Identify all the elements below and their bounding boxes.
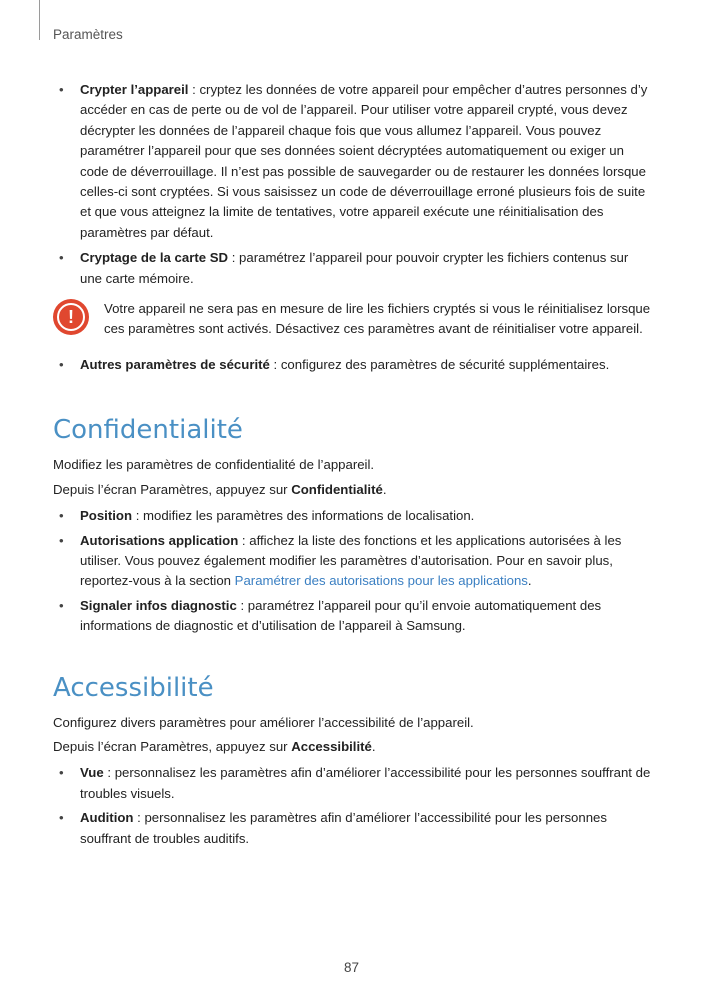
term: Autorisations application	[80, 532, 239, 548]
section-intro	[53, 455, 653, 500]
caution-text: Votre appareil ne sera pas en mesure de lire les fichiers cryptés si vous le réinitialisez lorsque ces paramètres sont activés. Désactivez ces paramètres avant de réinitialiser votre appareil.	[104, 301, 651, 337]
description: : personnalisez les paramètres afin d’améliorer l’accessibilité pour les personnes souffrant de troubles auditifs.	[80, 810, 607, 846]
navigation-path	[53, 480, 653, 500]
description: : affichez la liste des fonctions et les applications autorisées à les utiliser. Vous pouvez également modifier les paramètres d’autorisation. Pour en savoir plus, reportez-vous à la section	[80, 532, 622, 589]
section-title-confidentialite: Confidentialité	[53, 415, 243, 446]
exclamation-icon: !	[57, 303, 85, 331]
list-item-autorisations-application	[53, 531, 653, 592]
section-link[interactable]: Paramétrer des autorisations pour les applications	[234, 573, 528, 589]
list-item-crypter-appareil	[53, 80, 653, 243]
term: Cryptage de la carte SD	[80, 250, 229, 266]
section-intro	[53, 713, 653, 758]
list-item-position	[53, 506, 653, 526]
path-prefix: Depuis l’écran Paramètres, appuyez sur	[53, 481, 292, 497]
page-header-title: Paramètres	[53, 27, 123, 42]
description: : modifiez les paramètres des informations de localisation.	[132, 508, 475, 524]
list-item-audition	[53, 808, 653, 849]
description: : paramétrez l’appareil pour qu’il envoie automatiquement des informations de diagnostic et d’utilisation de l’appareil à Samsung.	[80, 597, 602, 634]
list-item-cryptage-carte-sd	[53, 248, 653, 289]
description: : configurez des paramètres de sécurité supplémentaires.	[269, 356, 610, 372]
term: Position	[80, 508, 133, 524]
accessibility-list	[53, 763, 653, 849]
path-target: Accessibilité	[291, 738, 372, 754]
term: Vue	[80, 765, 104, 781]
bullet-dot: •	[59, 532, 64, 548]
section-title-accessibilite: Accessibilité	[53, 672, 214, 703]
page-content	[53, 80, 653, 853]
term: Crypter l’appareil	[80, 82, 189, 97]
header-rule	[39, 0, 40, 40]
page-number: 87	[343, 960, 360, 975]
privacy-list	[53, 506, 653, 636]
term: Autres paramètres de sécurité	[80, 356, 270, 372]
bullet-dot: •	[59, 82, 64, 97]
description: : personnalisez les paramètres afin d’améliorer l’accessibilité pour les personnes souffrant de troubles visuels.	[80, 765, 651, 801]
path-suffix: .	[371, 738, 376, 754]
bullet-dot: •	[59, 356, 64, 372]
caution-icon	[53, 299, 89, 335]
bullet-dot: •	[59, 765, 64, 781]
path-suffix: .	[382, 481, 387, 497]
description: : cryptez les données de votre appareil pour empêcher d’autres personnes d’y accéder en cas de perte ou de vol de l’appareil. Pour utiliser votre appareil crypté, vous devez décrypter les données de l’appareil chaque fois que vous allumez l’appareil. Vous pouvez paramétrer l’appareil pour que ses données soient décryptées automatiquement ou exiger un code de déverrouillage. Il n’est pas possible de sauvegarder ou de restaurer les données lorsque celles-ci sont cryptées. Si vous saisissez un code de déverrouillage erroné plusieurs fois de suite et que vous atteignez la limite de tentatives, votre appareil exécute une réinitialisation des paramètres par défaut.	[80, 82, 648, 240]
bullet-dot: •	[59, 250, 64, 266]
list-item-vue	[53, 763, 653, 804]
intro-text: Configurez divers paramètres pour améliorer l’accessibilité de l’appareil.	[53, 714, 474, 730]
link-after: .	[527, 573, 532, 589]
list-item-signaler-infos-diagnostic	[53, 596, 653, 637]
bullet-dot: •	[59, 508, 64, 524]
term: Signaler infos diagnostic	[80, 597, 237, 613]
intro-text: Modifiez les paramètres de confidentialité de l’appareil.	[53, 457, 375, 473]
bullet-dot: •	[59, 597, 64, 613]
list-item-autres-parametres	[53, 355, 653, 375]
description: : paramétrez l’appareil pour pouvoir crypter les fichiers contenus sur une carte mémoire.	[80, 250, 629, 286]
caution-note	[53, 299, 653, 340]
navigation-path	[53, 737, 653, 757]
bullet-dot: •	[59, 810, 64, 826]
term: Audition	[80, 810, 134, 826]
path-prefix: Depuis l’écran Paramètres, appuyez sur	[53, 738, 292, 754]
path-target: Confidentialité	[291, 481, 383, 497]
